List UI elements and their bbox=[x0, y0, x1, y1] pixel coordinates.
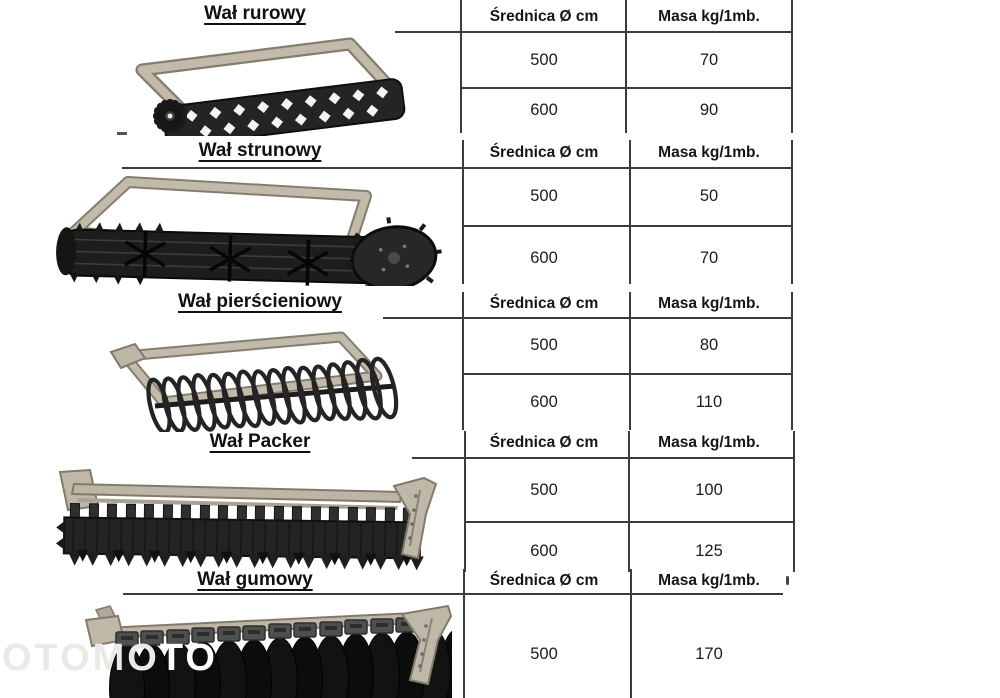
string-roller-image bbox=[50, 168, 442, 286]
ring-roller-image bbox=[103, 326, 438, 432]
product-title-text: Wał pierścieniowy bbox=[177, 291, 342, 312]
product-title bbox=[100, 431, 420, 453]
spec-value-mass: 90 bbox=[699, 101, 719, 119]
spec-header-diameter: Średnica Ø cm bbox=[489, 294, 599, 312]
frame-plate bbox=[111, 344, 145, 368]
table-line bbox=[383, 317, 792, 319]
spec-header-diameter: Średnica Ø cm bbox=[489, 434, 599, 451]
spec-value-diameter: 600 bbox=[530, 541, 558, 560]
spec-value-diameter: 500 bbox=[530, 644, 558, 663]
spec-value-diameter: 600 bbox=[530, 101, 558, 119]
spec-value-diameter: 500 bbox=[530, 480, 558, 499]
table-line bbox=[460, 0, 462, 133]
string-roller-body bbox=[55, 220, 391, 286]
spec-value-mass: 50 bbox=[699, 187, 719, 205]
packer-roller-image bbox=[48, 462, 448, 574]
table-line bbox=[464, 431, 466, 572]
packer-roller-body bbox=[56, 503, 425, 570]
spec-value-mass: 125 bbox=[695, 541, 723, 560]
spec-header-mass: Masa kg/1mb. bbox=[658, 294, 760, 312]
table-line bbox=[462, 225, 792, 227]
spec-header-diameter: Średnica Ø cm bbox=[489, 144, 599, 161]
table-line bbox=[395, 31, 792, 33]
table-line bbox=[628, 431, 630, 572]
table-line bbox=[791, 292, 793, 430]
scan-artifact bbox=[117, 132, 127, 135]
table-line bbox=[412, 457, 793, 459]
spec-value-diameter: 600 bbox=[530, 393, 558, 411]
spec-value-mass: 70 bbox=[699, 248, 719, 267]
table-line bbox=[793, 431, 795, 572]
table-line bbox=[122, 167, 792, 169]
spec-value-diameter: 600 bbox=[530, 248, 558, 267]
spec-value-diameter: 500 bbox=[530, 187, 558, 205]
watermark-bright-text: TO bbox=[159, 637, 218, 679]
watermark-faint-text: OTOMO bbox=[2, 637, 160, 679]
tube-roller-body bbox=[162, 78, 405, 136]
spec-header-mass: Masa kg/1mb. bbox=[658, 571, 760, 589]
spec-header-diameter: Średnica Ø cm bbox=[489, 8, 599, 25]
spec-header-mass: Masa kg/1mb. bbox=[658, 8, 760, 25]
spec-header-diameter: Średnica Ø cm bbox=[489, 571, 599, 589]
product-title-text: Wał Packer bbox=[209, 431, 311, 452]
spec-value-mass: 170 bbox=[695, 644, 723, 663]
table-line bbox=[629, 140, 631, 284]
table-line bbox=[460, 87, 792, 89]
table-line bbox=[462, 292, 464, 430]
table-line bbox=[464, 521, 793, 523]
product-title-text: Wał rurowy bbox=[204, 3, 306, 24]
table-line bbox=[462, 140, 464, 284]
table-line bbox=[123, 593, 783, 595]
table-line bbox=[791, 0, 793, 133]
spec-value-diameter: 500 bbox=[530, 51, 558, 69]
table-line bbox=[629, 292, 631, 430]
table-line bbox=[463, 569, 465, 698]
spec-header-mass: Masa kg/1mb. bbox=[658, 144, 760, 161]
spec-value-mass: 110 bbox=[695, 393, 723, 411]
product-title bbox=[95, 569, 415, 591]
table-line bbox=[791, 140, 793, 284]
spec-value-diameter: 500 bbox=[530, 336, 558, 354]
spec-value-mass: 100 bbox=[695, 480, 723, 499]
spec-value-mass: 70 bbox=[699, 51, 719, 69]
spec-value-mass: 80 bbox=[699, 336, 719, 354]
product-title-text: Wał strunowy bbox=[198, 140, 322, 161]
spec-header-mass: Masa kg/1mb. bbox=[658, 434, 760, 451]
product-title bbox=[100, 140, 420, 162]
table-line bbox=[630, 569, 632, 698]
product-title-text: Wał gumowy bbox=[197, 569, 313, 590]
tube-roller-image bbox=[112, 36, 420, 136]
table-line bbox=[625, 0, 627, 133]
spiked-wheel bbox=[153, 99, 187, 133]
table-line bbox=[462, 373, 792, 375]
watermark bbox=[2, 637, 218, 680]
product-title bbox=[95, 3, 415, 25]
product-title bbox=[100, 291, 420, 313]
